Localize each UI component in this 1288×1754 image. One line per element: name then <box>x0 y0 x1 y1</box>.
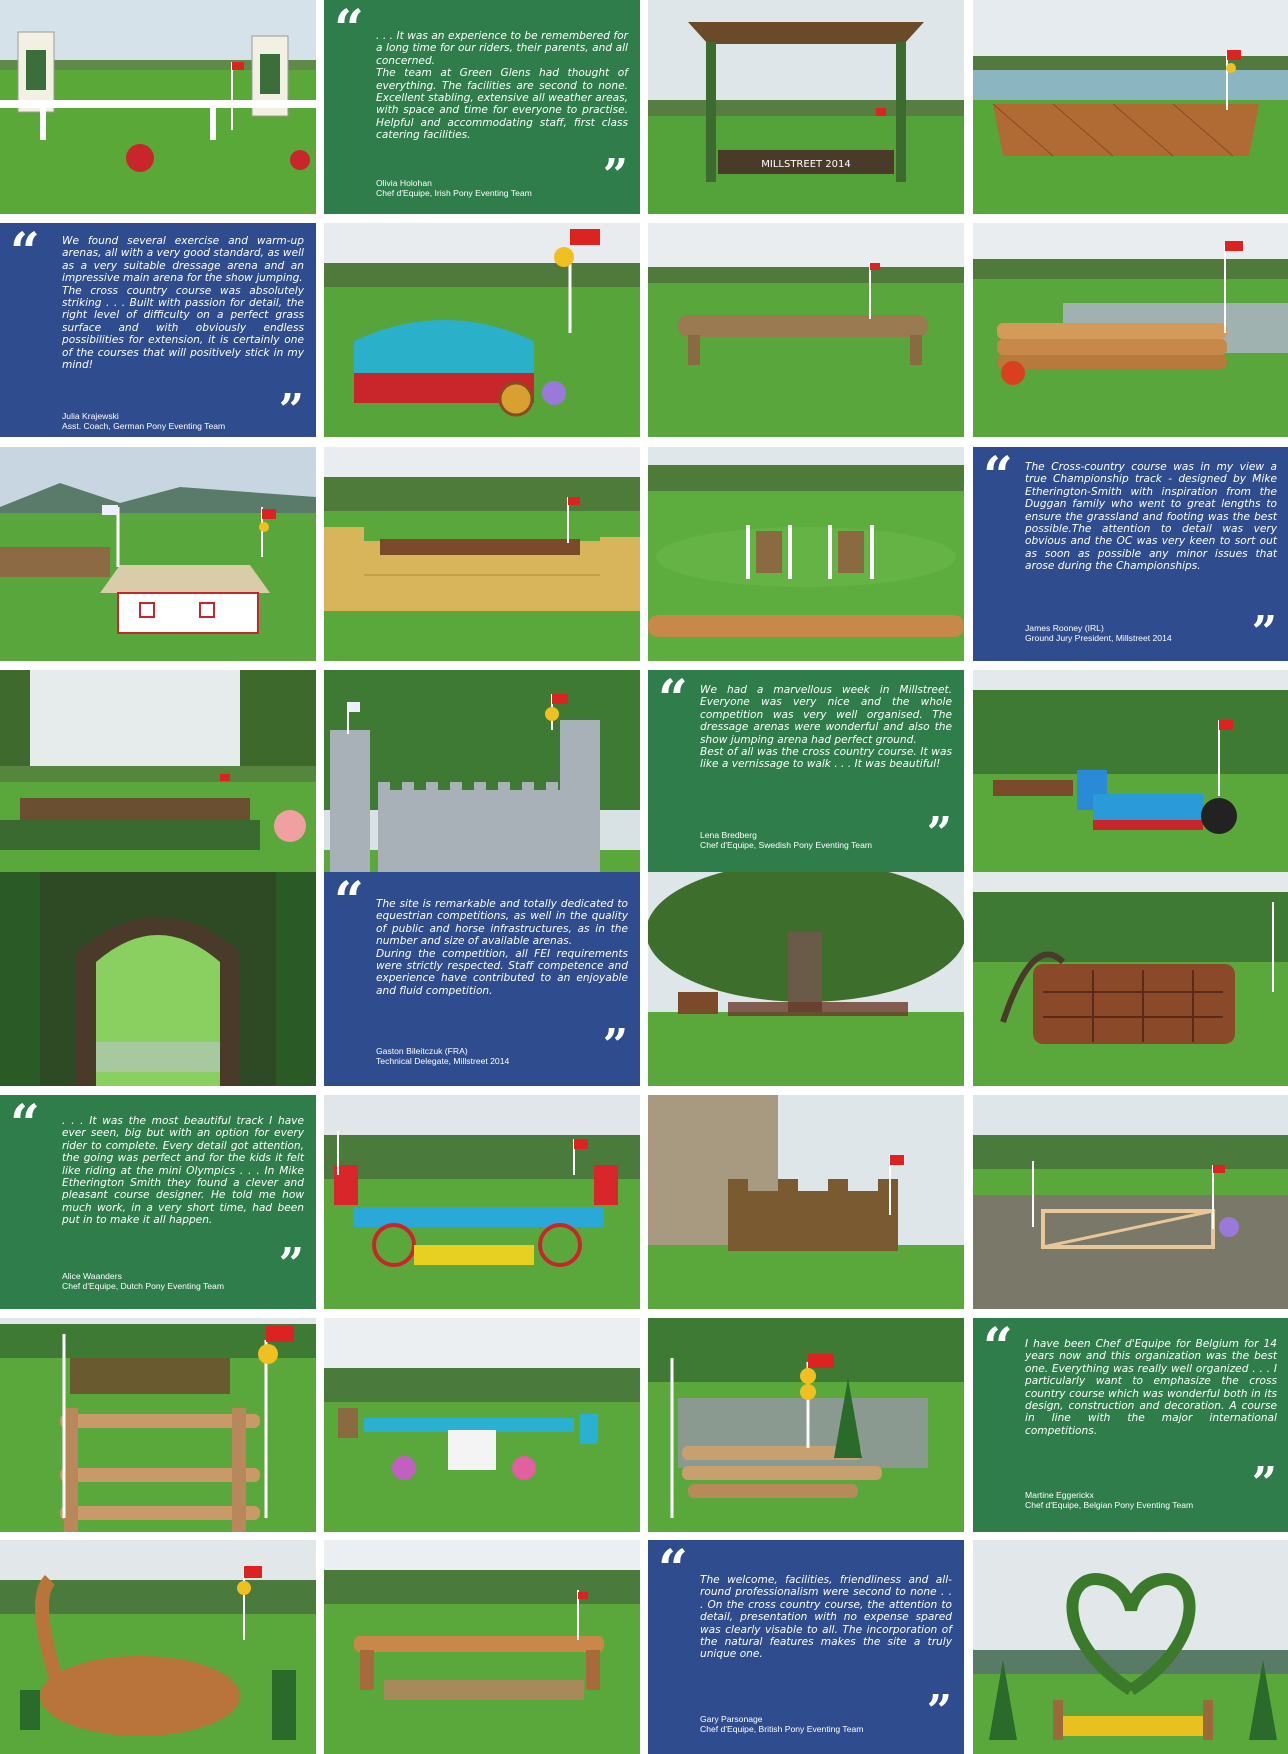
close-quote-icon: ” <box>1251 1458 1271 1509</box>
quote-text: . . . It was an experience to be remembered for a long time for our riders, their parents, and all concerned. The team at Green Glens had thought of everything. The facilities are second to none. Excellent stabling, extensive all weather areas, with space and time for everyone to practise. Helpful and accommodating staff, first class catering facilities. <box>376 30 628 142</box>
quote-author-role: Ground Jury President, Millstreet 2014 <box>1025 633 1172 643</box>
train-jump-photo <box>973 670 1288 884</box>
quote-author: Gaston Bileitczuk (FRA) <box>376 1046 468 1056</box>
quote-author-role: Chef d'Equipe, British Pony Eventing Team <box>700 1724 864 1734</box>
quote-text: We had a marvellous week in Millstreet. Everyone was very nice and the whole competition was very well organised. The dressage arenas were wonderful and also the show jumping arena had perfect ground. Best of all was the cross country course. It was like a vernissage to walk . . . It was beautiful! <box>700 684 952 771</box>
millstreet-arch-jump-photo <box>648 0 964 214</box>
quote-author: Julia Krajewski <box>62 411 119 421</box>
quote-author-role: Technical Delegate, Millstreet 2014 <box>376 1056 510 1066</box>
quote-text: The site is remarkable and totally dedicated to equestrian competitions, as well in the quality of public and horse infrastructures, as in the number and size of available arenas. During the competition, all FEI requirements were strictly respected. Staff competence and experience have contributed to an enjoyable and fluid competition. <box>376 898 628 997</box>
water-rails-jump-photo <box>973 1095 1288 1309</box>
open-quote-icon: “ <box>983 447 1007 507</box>
wagon-table-jump-photo <box>324 1095 640 1309</box>
quote-card <box>0 1095 316 1309</box>
quote-author-role: Chef d'Equipe, Swedish Pony Eventing Team <box>700 840 873 850</box>
cottage-jump-photo <box>0 447 316 661</box>
hedge-rails-jump-photo <box>0 1318 316 1532</box>
quote-card <box>973 1318 1288 1532</box>
quote-card <box>324 0 640 214</box>
water-log-jump-photo <box>973 223 1288 437</box>
bookshelf-jump-photo <box>973 872 1288 1086</box>
jump-sign-text: MILLSTREET 2014 <box>761 159 851 170</box>
big-tree-jump-photo <box>648 872 964 1086</box>
snail-jump-photo <box>0 1540 316 1754</box>
quote-author: Gary Parsonage <box>700 1714 763 1724</box>
quote-author: James Rooney (IRL) <box>1025 623 1104 633</box>
close-quote-icon: ” <box>926 1686 946 1737</box>
close-quote-icon: ” <box>278 385 298 436</box>
open-quote-icon: “ <box>10 223 34 283</box>
close-quote-icon: ” <box>602 150 622 201</box>
open-quote-icon: “ <box>658 670 682 730</box>
heart-arch-jump-photo <box>973 1540 1288 1754</box>
wooden-ramp-jump-photo <box>973 0 1288 214</box>
open-quote-icon: “ <box>658 1540 682 1600</box>
quote-card <box>324 872 640 1086</box>
hedge-castle-jump-photo <box>648 1095 964 1309</box>
quote-card <box>648 1540 964 1754</box>
close-quote-icon: ” <box>602 1020 622 1071</box>
quote-card <box>0 223 316 437</box>
quote-author-role: Chef d'Equipe, Irish Pony Eventing Team <box>376 188 532 198</box>
quote-card <box>973 447 1288 661</box>
quote-author: Olivia Holohan <box>376 178 432 188</box>
gypsy-wagon-jump-photo <box>324 223 640 437</box>
quote-text: We found several exercise and warm-up arenas, all with a very good standard, as well as a very suitable dressage arena and an impressive main arena for the show jumping. The cross country course was absolutely striking . . . Built with passion for detail, the right level of difficulty on a perfect grass surface and with obviously endless possibilities for extension, it is certainly one of the courses that will positively stick in my mind! <box>62 235 304 372</box>
quote-author: Alice Waanders <box>62 1271 122 1281</box>
close-quote-icon: ” <box>926 808 946 859</box>
quote-author-role: Asst. Coach, German Pony Eventing Team <box>62 421 226 431</box>
straw-bale-jump-photo <box>324 447 640 661</box>
stone-bridge-tunnel-photo <box>0 872 316 1086</box>
quote-text: The welcome, facilities, friendliness and all-round professionalism were second to none . . . On the cross country course, the attention to detail, presentation with no expense spared was clearly visable to all. The incorporation of the natural features makes the site a truly unique one. <box>700 1574 952 1661</box>
open-quote-icon: “ <box>983 1318 1007 1378</box>
castle-wall-jump-photo <box>324 670 640 884</box>
open-quote-icon: “ <box>10 1095 34 1155</box>
water-log-pile-photo <box>648 1318 964 1532</box>
open-quote-icon: “ <box>334 0 358 60</box>
quote-author-role: Chef d'Equipe, Belgian Pony Eventing Team <box>1025 1500 1194 1510</box>
quote-card <box>648 670 964 884</box>
close-quote-icon: ” <box>278 1239 298 1290</box>
quote-text: . . . It was the most beautiful track I have ever seen, big but with an option for every rider to complete. Every detail got attention, the going was perfect and for the kids it felt like riding at the mini Olympics . . . In Mike Etherington Smith they found a clever and pleasant course designer. He told me how much work, in a very short time, had been put in to make it all happen. <box>62 1115 304 1227</box>
quote-author: Lena Bredberg <box>700 830 757 840</box>
kiosk-fence-jump-photo <box>0 0 316 214</box>
brush-skinny-jumps-photo <box>648 447 964 661</box>
ditch-hedge-jump-photo <box>0 670 316 884</box>
open-quote-icon: “ <box>334 872 358 932</box>
log-bench-jump-photo <box>324 1540 640 1754</box>
quote-author-role: Chef d'Equipe, Dutch Pony Eventing Team <box>62 1281 224 1291</box>
quote-text: I have been Chef d'Equipe for Belgium for 14 years now and this organization was the best one. Everything was really well organized . . . I particularly want to emphasize the cross country course which was wonderful both in its design, construction and decoration. A course in line with the major international competitions. <box>1025 1338 1277 1437</box>
close-quote-icon: ” <box>1251 607 1271 658</box>
log-jump-photo <box>648 223 964 437</box>
picnic-table-jump-photo <box>324 1318 640 1532</box>
quote-author: Martine Eggerickx <box>1025 1490 1094 1500</box>
quote-text: The Cross-country course was in my view a true Championship track - designed by Mike Etherington-Smith with inspiration from the Duggan family who went to great lengths to ensure the grassland and footing was the best possible.The attention to detail was very obvious and the OC was very keen to sort out as soon as possible any minor issues that arose during the Championships. <box>1025 461 1277 573</box>
